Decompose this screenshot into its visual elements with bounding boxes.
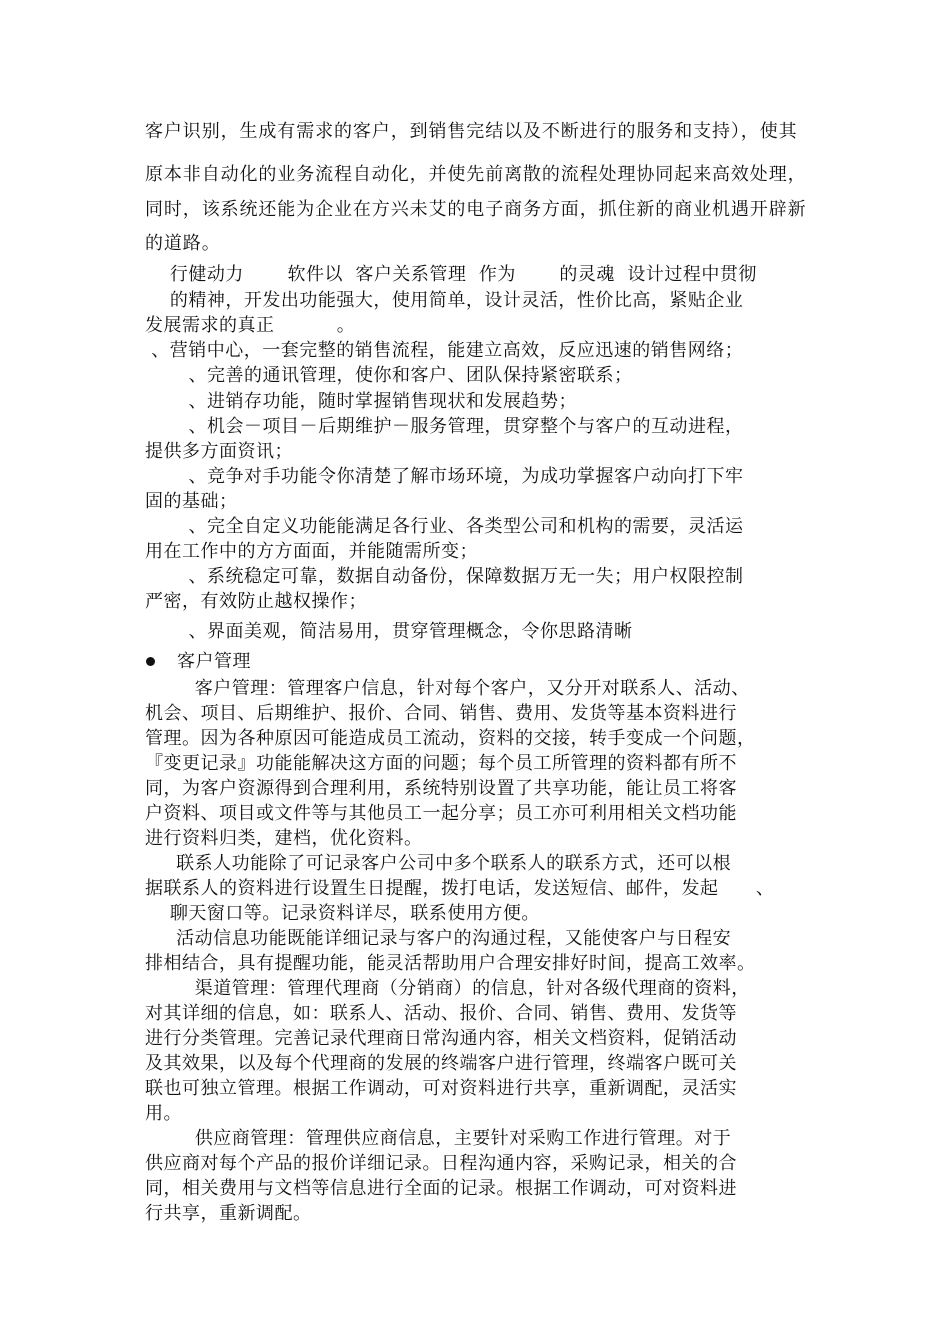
intro-line-4: 的道路。 bbox=[145, 233, 221, 254]
summary-line-1: 行健动力 软件以 客户关系管理 作为 的灵魂 设计过程中贯彻 bbox=[145, 264, 757, 285]
body-line-2: 机会、项目、后期维护、报价、合同、销售、费用、发货等基本资料进行 bbox=[145, 703, 737, 724]
body-line-6: 户资料、项目或文件等与其他员工一起分享；员工亦可利用相关文档功能 bbox=[145, 803, 737, 824]
body-line-4: 『变更记录』功能能解决这方面的问题；每个员工所管理的资料都有所不 bbox=[145, 753, 737, 774]
body-line-20: 供应商对每个产品的报价详细记录。日程沟通内容，采购记录，相关的合 bbox=[145, 1153, 737, 1174]
body-line-22: 行共享，重新调配。 bbox=[145, 1203, 312, 1224]
feature-line-9: 用在工作中的方方面面，并能随需所变； bbox=[145, 541, 478, 562]
feature-line-4: 、机会－项目－后期维护－服务管理，贯穿整个与客户的互动进程， bbox=[145, 416, 744, 437]
feature-line-8: 、完全自定义功能能满足各行业、各类型公司和机构的需要，灵活运 bbox=[145, 516, 744, 537]
feature-line-6: 、竞争对手功能令你清楚了解市场环境，为成功掌握客户动向打下牢 bbox=[145, 466, 744, 487]
body-line-18: 用。 bbox=[145, 1103, 182, 1124]
body-line-16: 及其效果，以及每个代理商的发展的终端客户进行管理，终端客户既可关 bbox=[145, 1053, 737, 1074]
body-line-1: 客户管理：管理客户信息，针对每个客户，又分开对联系人、活动、 bbox=[145, 678, 750, 699]
feature-line-5: 提供多方面资讯； bbox=[145, 441, 293, 462]
body-line-10: 聊天窗口等。记录资料详尽，联系使用方便。 bbox=[145, 903, 540, 924]
body-line-15: 进行分类管理。完善记录代理商日常沟通内容，相关文档资料，促销活动 bbox=[145, 1028, 737, 1049]
summary-line-3: 发展需求的真正 。 bbox=[145, 315, 356, 336]
body-line-19: 供应商管理：管理供应商信息，主要针对采购工作进行管理。对于 bbox=[145, 1128, 732, 1149]
intro-line-2: 原本非自动化的业务流程自动化，并使先前离散的流程处理协同起来高效处理， bbox=[145, 164, 807, 185]
feature-line-11: 严密，有效防止越权操作； bbox=[145, 591, 367, 612]
section-heading: 客户管理 bbox=[177, 651, 251, 672]
body-line-13: 渠道管理：管理代理商（分销商）的信息，针对各级代理商的资料， bbox=[145, 978, 750, 999]
body-line-3: 管理。因为各种原因可能造成员工流动，资料的交接，转手变成一个问题， bbox=[145, 728, 756, 749]
body-line-7: 进行资料归类，建档，优化资料。 bbox=[145, 828, 423, 849]
feature-line-1: 、营销中心，一套完整的销售流程，能建立高效，反应迅速的销售网络； bbox=[145, 340, 744, 361]
body-line-9: 据联系人的资料进行设置生日提醒，拨打电话，发送短信、邮件，发起 、 bbox=[145, 878, 775, 899]
body-line-8: 联系人功能除了可记录客户公司中多个联系人的联系方式，还可以根 bbox=[145, 853, 732, 874]
body-line-17: 联也可独立管理。根据工作调动，可对资料进行共享，重新调配，灵活实 bbox=[145, 1078, 737, 1099]
body-line-14: 对其详细的信息，如：联系人、活动、报价、合同、销售、费用、发货等 bbox=[145, 1003, 737, 1024]
summary-line-2: 的精神，开发出功能强大，使用简单，设计灵活，性价比高，紧贴企业 bbox=[145, 290, 744, 311]
feature-line-12: 、界面美观，简洁易用，贯穿管理概念，令你思路清晰 bbox=[145, 621, 633, 642]
feature-line-7: 固的基础； bbox=[145, 491, 238, 512]
feature-line-2: 、完善的通讯管理，使你和客户、团队保持紧密联系； bbox=[145, 365, 633, 386]
feature-line-3: 、进销存功能，随时掌握销售现状和发展趋势； bbox=[145, 391, 578, 412]
intro-line-3: 同时，该系统还能为企业在方兴未艾的电子商务方面，抓住新的商业机遇开辟新 bbox=[145, 199, 807, 220]
bullet-icon bbox=[146, 657, 155, 666]
body-line-21: 同，相关费用与文档等信息进行全面的记录。根据工作调动，可对资料进 bbox=[145, 1178, 737, 1199]
body-line-12: 排相结合，具有提醒功能，能灵活帮助用户合理安排好时间，提高工效率。 bbox=[145, 953, 756, 974]
body-line-5: 同，为客户资源得到合理利用，系统特别设置了共享功能，能让员工将客 bbox=[145, 778, 737, 799]
body-line-11: 活动信息功能既能详细记录与客户的沟通过程，又能使客户与日程安 bbox=[145, 928, 732, 949]
feature-line-10: 、系统稳定可靠，数据自动备份，保障数据万无一失；用户权限控制 bbox=[145, 566, 744, 587]
intro-line-1: 客户识别，生成有需求的客户，到销售完结以及不断进行的服务和支持），使其 bbox=[145, 121, 798, 142]
